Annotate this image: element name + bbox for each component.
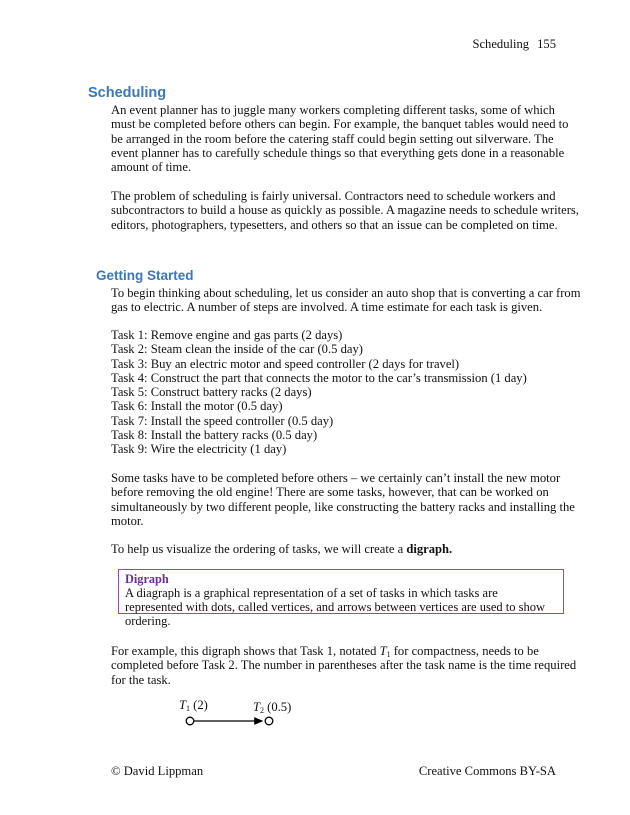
task-item: Task 1: Remove engine and gas parts (2 days) — [111, 328, 343, 342]
subsection-title: Getting Started — [96, 268, 194, 283]
header-title: Scheduling — [472, 37, 530, 51]
definition-text: A diagraph is a graphical representation of a set of tasks in which tasks are represented with dots, called vertices, and arrows between vertices are used to show ordering. — [125, 586, 545, 628]
section-title: Scheduling — [88, 85, 167, 101]
intro-paragraph-2: The problem of scheduling is fairly universal. Contractors need to schedule workers and subcontractors to build a house as quickly as possible. A magazine needs to schedule writers, editors, photographers, typesetters, and others so that an issue can be completed on time. — [111, 189, 579, 232]
vertex-t1 — [186, 717, 194, 725]
footer-author: © David Lippman — [111, 764, 204, 778]
node-letter: T — [179, 698, 187, 712]
task-item: Task 7: Install the speed controller (0.5 day) — [111, 413, 334, 428]
getting-started-paragraph: To begin thinking about scheduling, let us consider an auto shop that is converting a car from gas to electric. A number of steps are involved. A time estimate for each task is given. — [111, 286, 581, 315]
example-text-2: for compactness, needs to be completed before Task 2. The number in parentheses after the task name is the time required for the task. — [111, 644, 577, 687]
definition-box — [118, 569, 564, 628]
definition-title: Digraph — [125, 572, 169, 586]
page-number: 155 — [537, 37, 556, 51]
node-label-t1 — [179, 698, 208, 712]
digraph-intro-text: To help us visualize the ordering of tasks, we will create a — [111, 542, 407, 556]
page-header — [472, 37, 556, 51]
task-list — [111, 328, 527, 457]
example-paragraph — [111, 644, 581, 687]
task-item: Task 4: Construct the part that connects the motor to the car’s transmission (1 day) — [111, 370, 527, 385]
node-subscript: 1 — [186, 704, 191, 713]
vertex-t2 — [265, 717, 273, 725]
digraph-drawing — [176, 712, 286, 732]
task-item: Task 8: Install the battery racks (0.5 day) — [111, 428, 318, 443]
task-item: Task 6: Install the motor (0.5 day) — [111, 399, 283, 414]
digraph-term: digraph. — [406, 542, 453, 556]
notation-letter: T — [379, 644, 387, 658]
ordering-paragraph: Some tasks have to be completed before others – we certainly can’t install the new motor before removing the old engine! There are some tasks, however, that can be worked on simultaneously by two different people, like constructing the battery racks and installing the motor. — [111, 471, 575, 528]
example-digraph — [176, 698, 306, 732]
notation-subscript: 1 — [386, 650, 391, 659]
task-item: Task 2: Steam clean the inside of the car (0.5 day) — [111, 342, 363, 357]
node-letter: T — [253, 700, 261, 714]
task-item: Task 3: Buy an electric motor and speed controller (2 days for travel) — [111, 356, 460, 371]
node-subscript: 2 — [260, 706, 265, 715]
node-time: (2) — [193, 698, 208, 712]
intro-paragraph-1: An event planner has to juggle many workers completing different tasks, some of which must be completed before others can begin. For example, the banquet tables would need to be arranged in the room before the catering staff could begin setting out silverware. The event planner has to carefully schedule things so that everything gets done in a reasonable amount of time. — [111, 103, 569, 175]
node-time: (0.5) — [267, 700, 292, 714]
digraph-intro-paragraph — [111, 542, 581, 556]
example-text-1: For example, this digraph shows that Task 1, notated — [111, 644, 380, 658]
task-item: Task 5: Construct battery racks (2 days) — [111, 385, 312, 400]
task-item: Task 9: Wire the electricity (1 day) — [111, 442, 287, 457]
footer-license: Creative Commons BY-SA — [418, 764, 556, 778]
